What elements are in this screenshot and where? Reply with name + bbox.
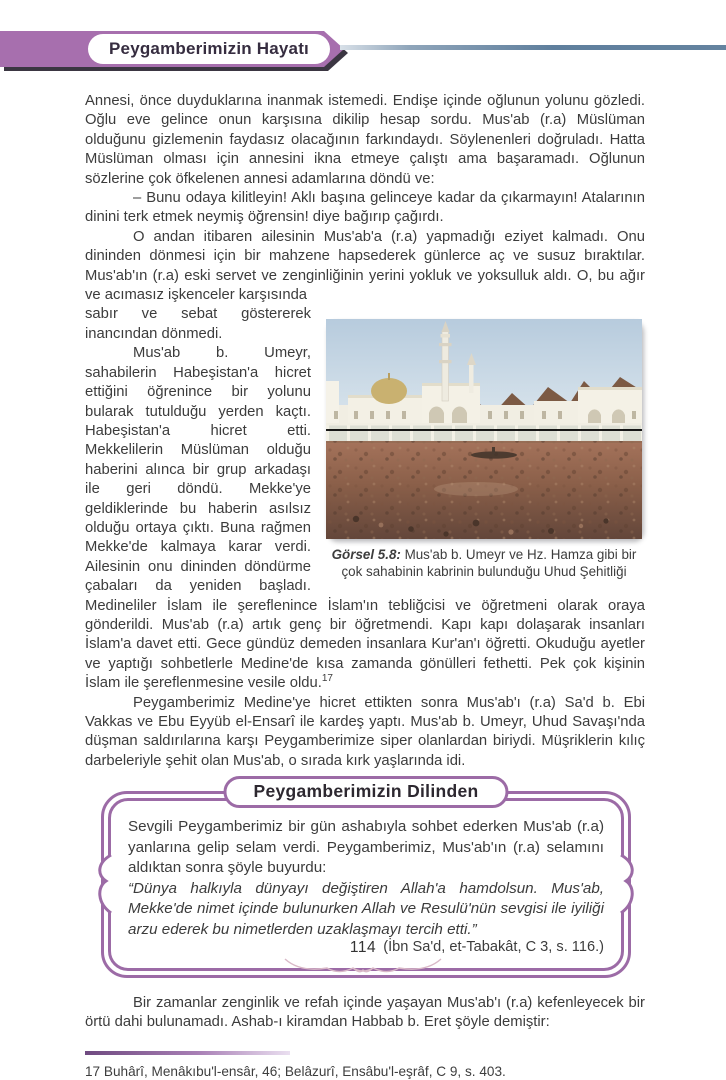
chapter-title: Peygamberimizin Hayatı — [88, 34, 330, 64]
page-number: 114 — [349, 939, 377, 956]
page-number-ornament — [283, 958, 443, 976]
page-body — [85, 92, 645, 1080]
quote-text: “Dünya halkıyla dünyayı değiştiren Allah'a hamdolsun. Mus'ab, Mekke'de nimet içinde bulunurken Allah ve Resulü'nün sevgisi ile iyiliği arzu ederek bu nimetlerden uzaklaşmayı tercih etti.” — [128, 879, 604, 938]
page-footer — [0, 939, 726, 976]
footnote: 17 Buhârî, Menâkıbu'l-ensâr, 46; Belâzurî, Ensâbu'l-eşrâf, C 9, s. 403. — [85, 1063, 506, 1079]
paragraph-3b: sabır ve sebat göstererek inancından dönmedi. — [85, 306, 311, 342]
paragraph-1: Annesi, önce duyduklarına inanmak istemedi. Endişe içinde oğlunun yolunu gözledi. Oğlu eve gelince onun karşısına dikilip hesap sordu. Mus'ab (r.a) Müslüman olduğunu gizlemenin faydasız olacağının farkındaydı. Söylenenleri doğruladı. Hatta Müslüman olması için annesini ikna etmeye çalıştı ama başaramadı. Oğlunun sözlerine çok öfkelenen annesi adamlarına döndü ve: — [85, 93, 645, 187]
figure-caption-text: Mus'ab b. Umeyr ve Hz. Hamza gibi bir çok sahabinin kabrinin bulunduğu Uhud Şehitliği — [341, 547, 637, 580]
uhud-cemetery-photo — [326, 319, 642, 539]
quote-citation: (İbn Sa'd, et-Tabakât, C 3, s. 116.) — [383, 939, 604, 956]
paragraph-4-text: Mus'ab b. Umeyr, sahabilerin Habeşistan'a hicret ettiğini öğrenince bir yolunu bularak tutulduğu yerden kaçtı. Habeşistan'a hicret etti. Mekkelilerin Müslüman olduğu haberini alınca bir grup arkadaşı ile geri döndü. Mekke'ye geldiklerinde bu haberin asılsız olduğu ortaya çıktı. Buna rağmen Mekke'de kalmaya karar verdi. Ailesinin onu dininden döndürme çabaları da yeniden başladı. Medineliler İslam ile şereflenince İslam'ın tebliğcisi ve öğretmeni olarak oraya gönderildi. Mus'ab (r.a) artık genç bir öğretmendi. Kapı kapı dolaşarak insanları İslam'a davet etti. Gece gündüz demeden insanlara Kur'an'ı öğretti. Okuduğu ayetler ve yaptığı sohbetlerle Medine'de kısa zamanda gönülleri fethetti. Pek çok kişinin İslam ile şereflenmesine vesile oldu. — [85, 345, 645, 692]
paragraph-3a: O andan itibaren ailesinin Mus'ab'a (r.a) yapmadığı eziyet kalmadı. Onu dininden dönmesi için bir mahzene hapsederek günlerce aç ve susuz bıraktılar. Mus'ab'ın (r.a) eski servet ve zenginliğinin yerini yokluk ve yoksulluk aldı. O, bu ağır ve acımasız işkenceler karşısında — [85, 228, 645, 304]
footnote-divider — [85, 1051, 290, 1055]
prophet-sayings-box-title: Peygamberimizin Dilinden — [223, 776, 508, 807]
footnote-reference: 17 — [321, 673, 333, 685]
paragraph-5: Peygamberimiz Medine'ye hicret ettikten sonra Mus'ab'ı (r.a) Sa'd b. Ebi Vakkas ve Ebu Eyyüb el-Ensarî ile kardeş yaptı. Mus'ab b. Umeyr, Uhud Savaşı'nda düşman saldırılarına karşı Peygamberimize siper olanlardan biriydi. Müşriklerin kılıç darbeleriyle şehit olan Mus'ab, o sırada kırk yaşlarında idi. — [85, 694, 645, 769]
figure-caption — [323, 546, 645, 580]
chapter-banner — [0, 31, 352, 72]
paragraph-2-dialogue: – Bunu odaya kilitleyin! Aklı başına gelinceye kadar da çıkarmayın! Atalarının dinini terk etmek neymiş öğrensin! diye bağırıp çağırdı. — [85, 190, 645, 226]
figure-uhud — [323, 319, 645, 580]
figure-caption-label: Görsel 5.8: — [331, 547, 401, 563]
quote-intro: Sevgili Peygamberimiz bir gün ashabıyla sohbet ederken Mus'ab (r.a) yanlarına gelip selam verdi. Peygamberimiz, Mus'ab'ın (r.a) selamını aldıktan sonra şöyle buyurdu: — [128, 818, 604, 877]
header-rule-line — [340, 45, 726, 50]
paragraph-6: Bir zamanlar zenginlik ve refah içinde yaşayan Mus'ab'ı (r.a) kefenleyecek bir örtü dahi bulunamadı. Ashab-ı kiramdan Habbab b. Eret şöyle demiştir: — [85, 994, 645, 1031]
box-ornament-right — [619, 854, 637, 914]
box-ornament-left — [95, 854, 113, 914]
